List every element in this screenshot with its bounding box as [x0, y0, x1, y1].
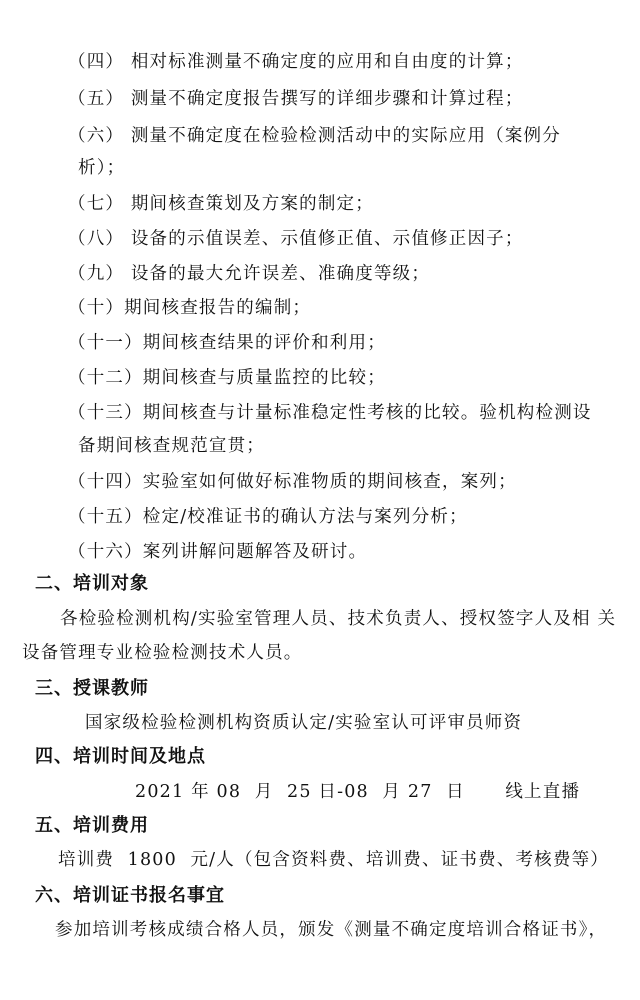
list-item: （十）期间核查报告的编制；	[68, 298, 312, 318]
list-item: （十二）期间核查与质量监控的比较；	[68, 368, 386, 388]
list-item: （八） 设备的示值误差、示值修正值、示值修正因子；	[68, 229, 524, 249]
section-heading-target: 二、培训对象	[35, 573, 149, 594]
list-item: （五） 测量不确定度报告撰写的详细步骤和计算过程；	[68, 89, 524, 109]
list-item: （四） 相对标准测量不确定度的应用和自由度的计算；	[68, 52, 524, 72]
section-heading-certificate: 六、培训证书报名事宜	[35, 885, 225, 906]
list-item: （十三）期间核查与计量标准稳定性考核的比较。验机构检测设	[68, 403, 592, 423]
list-item-continuation: 析）；	[78, 158, 126, 178]
list-item: （十五）检定/校准证书的确认方法与案列分析；	[68, 507, 468, 527]
section-text: 各检验检测机构/实验室管理人员、技术负责人、授权签字人及相 关	[60, 609, 617, 629]
list-item: （十一）期间核查结果的评价和利用；	[68, 333, 386, 353]
section-text: 参加培训考核成绩合格人员，颁发《测量不确定度培训合格证书》，	[55, 920, 608, 940]
list-item: （七） 期间核查策划及方案的制定；	[68, 194, 374, 214]
section-text: 国家级检验检测机构资质认定/实验室认可评审员师资	[85, 713, 523, 733]
list-item: （十六）案列讲解问题解答及研讨。	[68, 542, 368, 562]
section-text: 2021 年 08 月 25 日-08 月 27 日 线上直播	[135, 782, 581, 802]
section-heading-teacher: 三、授课教师	[35, 678, 149, 699]
section-heading-fee: 五、培训费用	[35, 815, 149, 836]
section-text: 设备管理专业检验检测技术人员。	[22, 643, 303, 663]
list-item: （六） 测量不确定度在检验检测活动中的实际应用（案例分	[68, 126, 561, 146]
list-item: （十四）实验室如何做好标准物质的期间核查，案列；	[68, 472, 517, 492]
section-heading-time: 四、培训时间及地点	[35, 746, 206, 767]
list-item: （九） 设备的最大允许误差、准确度等级；	[68, 264, 431, 284]
list-item-continuation: 备期间核查规范宣贯；	[78, 436, 265, 456]
section-text: 培训费 1800 元/人（包含资料费、培训费、证书费、考核费等）	[58, 850, 609, 870]
